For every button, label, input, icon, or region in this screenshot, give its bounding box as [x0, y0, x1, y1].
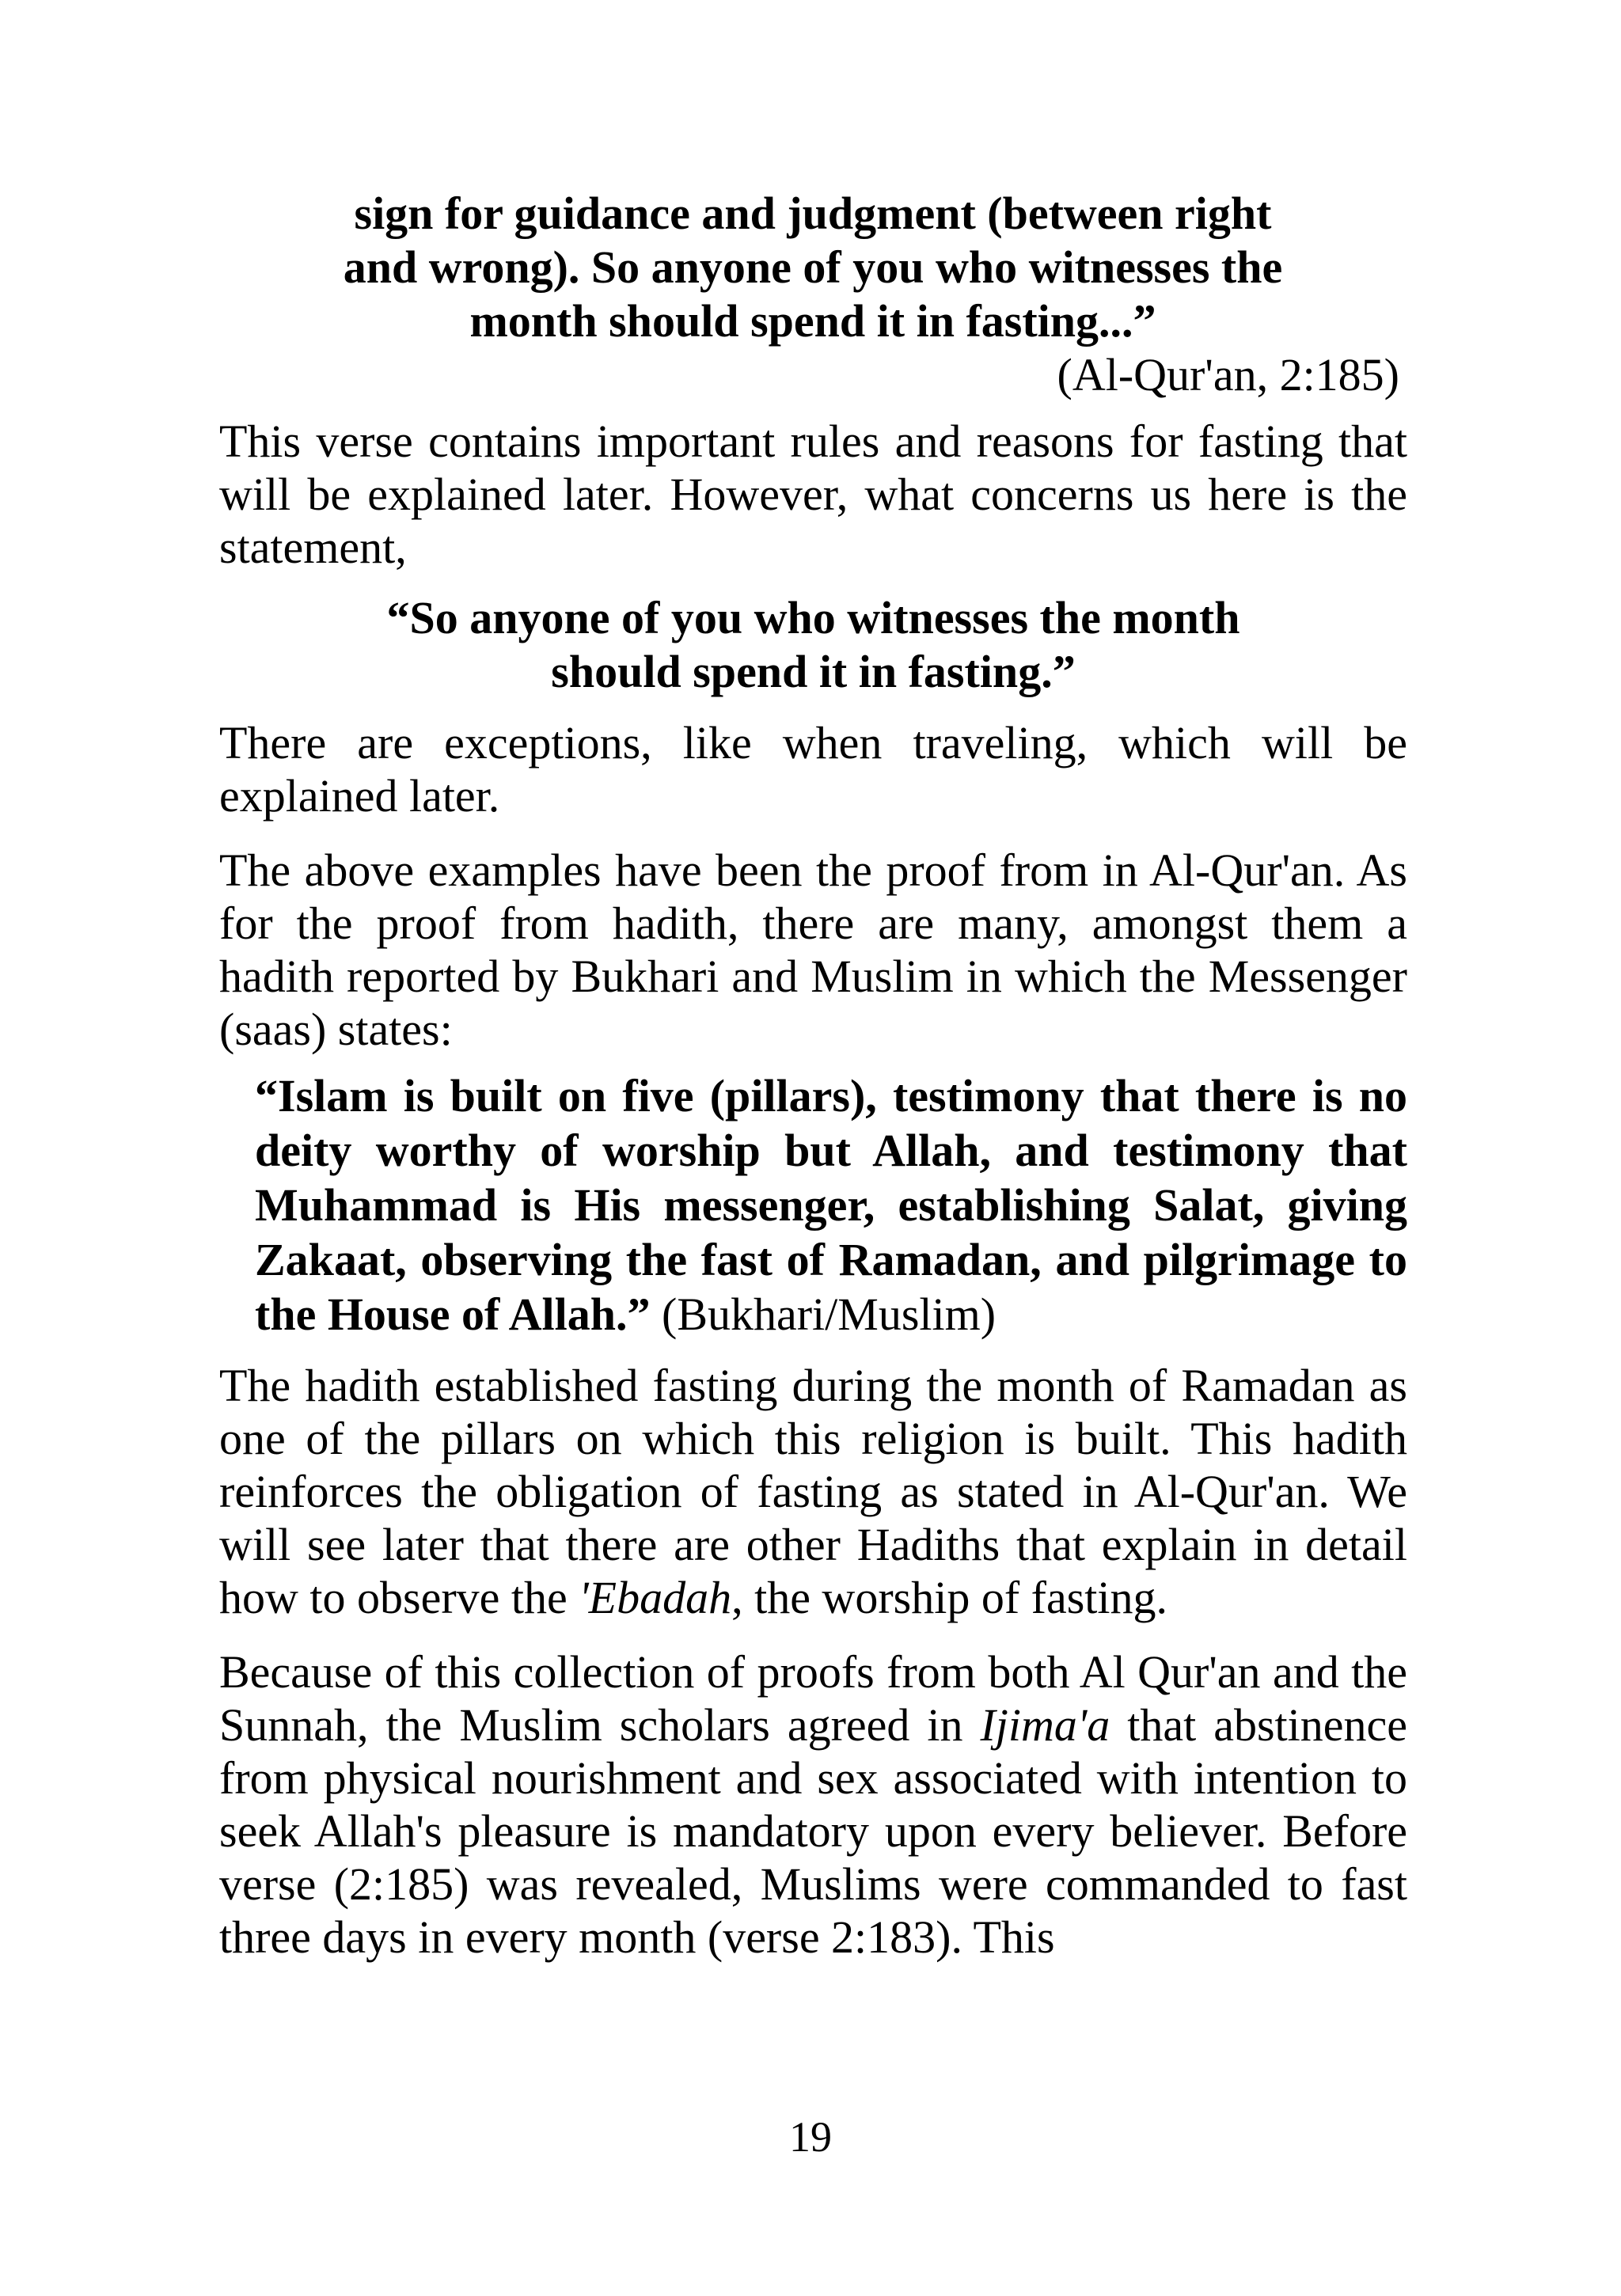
verse-line: month should spend it in fasting...” [469, 295, 1156, 347]
page-body [219, 187, 1407, 1964]
paragraph: There are exceptions, like when traveling, which will be explained later. [219, 717, 1407, 822]
italic-term: 'Ebadah [579, 1572, 732, 1623]
quote-line: should spend it in fasting.” [551, 646, 1076, 697]
paragraph-text: , the worship of fasting. [731, 1572, 1167, 1623]
paragraph: The above examples have been the proof from in Al-Qur'an. As for the proof from hadith, there are many, amongst them a hadith reported by Bukhari and Muslim in which the Messenger (saas) states: [219, 844, 1407, 1055]
paragraph [219, 1645, 1407, 1964]
hadith-text: “Islam is built on five (pillars), testimony that there is no deity worthy of worship but Allah, and testimony that Muhammad is His messenger, establishing Salat, giving Zakaat, observing the fast of Ramadan, and pilgrimage to the House of Allah.” [255, 1070, 1407, 1340]
verse-line: sign for guidance and judgment (between right [354, 188, 1272, 239]
paragraph-text: that abstinence from physical nourishment and sex associated with intention to seek Allah's pleasure is mandatory upon every believer. Before verse (2:185) was revealed, Muslims were commanded to fast three days in every month (verse 2:183). This [219, 1699, 1408, 1963]
hadith-quote [255, 1068, 1407, 1342]
verse-citation: (Al-Qur'an, 2:185) [1057, 349, 1399, 400]
hadith-source: (Bukhari/Muslim) [662, 1288, 997, 1340]
quote-line: “So anyone of you who witnesses the month [386, 592, 1240, 643]
paragraph-text: Because of this collection of proofs from both Al Qur'an and the Sunnah, the Muslim scholars agreed in [219, 1646, 1407, 1751]
paragraph: This verse contains important rules and reasons for fasting that will be explained later. However, what concerns us here is the statement, [219, 416, 1407, 573]
quran-verse-excerpt [330, 187, 1296, 348]
quoted-statement [219, 591, 1407, 699]
paragraph-text: The hadith established fasting during the month of Ramadan as one of the pillars on which this religion is built. This hadith reinforces the obligation of fasting as stated in Al-Qur'an. We will see later that there are other Hadiths that explain in detail how to observe the [219, 1360, 1407, 1623]
paragraph [219, 1359, 1407, 1624]
page-number: 19 [789, 2113, 832, 2161]
verse-line: and wrong). So anyone of you who witnesses the [343, 241, 1283, 293]
italic-term: Ijima'a [980, 1699, 1110, 1751]
